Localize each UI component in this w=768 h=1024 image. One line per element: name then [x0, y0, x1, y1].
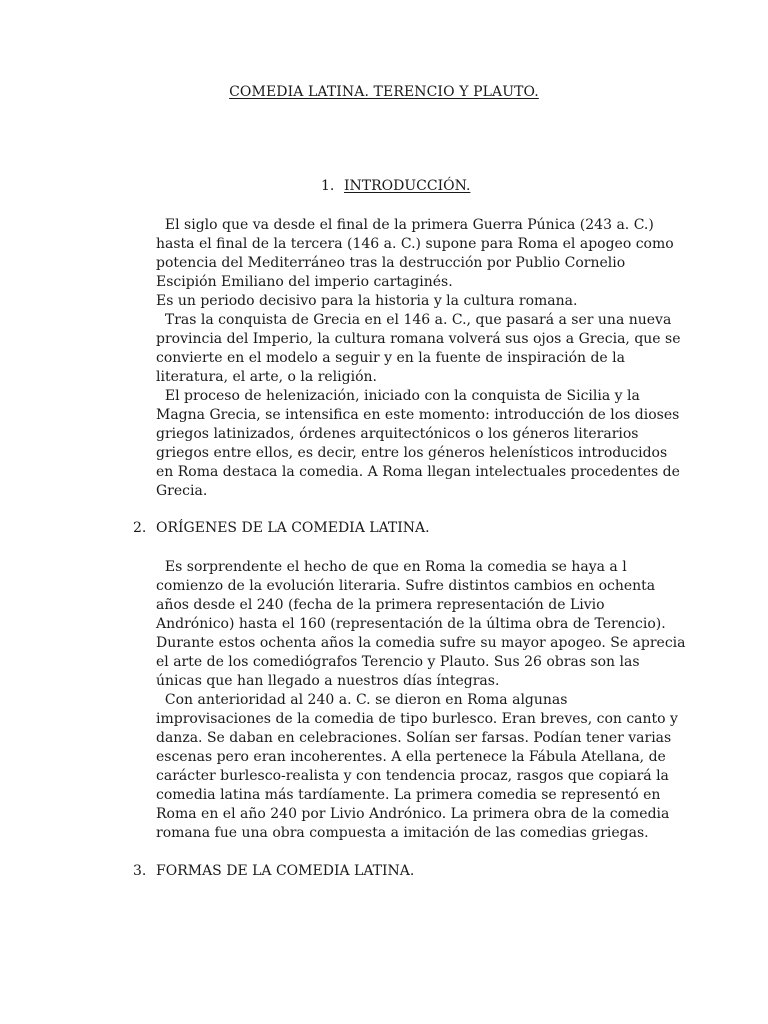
- text-line: carácter burlesco-realista y con tendencia procaz, rasgos que copiará la: [156, 768, 669, 784]
- section-number: 3.: [133, 863, 147, 879]
- text-line: provincia del Imperio, la cultura romana volverá sus ojos a Grecia, que se: [156, 331, 681, 347]
- text-line: Es sorprendente el hecho de que en Roma la comedia se haya a l: [156, 559, 627, 575]
- text-line: hasta el final de la tercera (146 a. C.) supone para Roma el apogeo como: [156, 236, 674, 252]
- text-line: comienzo de la evolución literaria. Sufre distintos cambios en ochenta: [156, 578, 656, 594]
- text-line: Magna Grecia, se intensifica en este momento: introducción de los dioses: [156, 407, 680, 423]
- text-line: griegos latinizados, órdenes arquitectónicos o los géneros literarios: [156, 426, 639, 442]
- text-line: comedia latina más tardíamente. La primera comedia se representó en: [156, 787, 661, 803]
- section-heading-text: FORMAS DE LA COMEDIA LATINA.: [156, 863, 415, 879]
- section-heading-origenes: [133, 520, 430, 536]
- text-line: convierte en el modelo a seguir y en la fuente de inspiración de la: [156, 350, 625, 366]
- document-title: COMEDIA LATINA. TERENCIO Y PLAUTO.: [229, 84, 539, 100]
- text-line: Con anterioridad al 240 a. C. se dieron en Roma algunas: [156, 692, 568, 708]
- text-line: literatura, el arte, o la religión.: [156, 369, 377, 385]
- section-number: 2.: [133, 520, 147, 536]
- section-heading-formas: [133, 863, 414, 879]
- text-line: El proceso de helenización, iniciado con la conquista de Sicilia y la: [156, 388, 640, 404]
- text-line: Roma en el año 240 por Livio Andrónico. La primera obra de la comedia: [156, 806, 670, 822]
- text-line: El siglo que va desde el final de la primera Guerra Púnica (243 a. C.): [156, 217, 654, 233]
- text-line: el arte de los comediógrafos Terencio y Plauto. Sus 26 obras son las: [156, 654, 640, 670]
- text-line: Es un periodo decisivo para la historia y la cultura romana.: [156, 293, 578, 309]
- text-line: escenas pero eran incoherentes. A ella pertenece la Fábula Atellana, de: [156, 749, 666, 765]
- section-heading-text: INTRODUCCIÓN.: [344, 178, 471, 194]
- text-line: romana fue una obra compuesta a imitación de las comedias griegas.: [156, 825, 649, 841]
- section-heading-text: ORÍGENES DE LA COMEDIA LATINA.: [156, 520, 430, 536]
- paragraph-introduccion: [156, 216, 681, 501]
- text-line: Grecia.: [156, 483, 208, 499]
- text-line: Durante estos ochenta años la comedia sufre su mayor apogeo. Se aprecia: [156, 635, 686, 651]
- text-line: potencia del Mediterráneo tras la destrucción por Publio Cornelio: [156, 255, 626, 271]
- text-line: en Roma destaca la comedia. A Roma llegan intelectuales procedentes de: [156, 464, 680, 480]
- section-heading-introduccion: [321, 178, 470, 194]
- text-line: improvisaciones de la comedia de tipo burlesco. Eran breves, con canto y: [156, 711, 678, 727]
- text-line: danza. Se daban en celebraciones. Solían ser farsas. Podían tener varias: [156, 730, 672, 746]
- text-line: Escipión Emiliano del imperio cartaginés.: [156, 274, 453, 290]
- text-line: griegos entre ellos, es decir, entre los géneros helenísticos introducidos: [156, 445, 668, 461]
- text-line: años desde el 240 (fecha de la primera representación de Livio: [156, 597, 605, 613]
- text-line: únicas que han llegado a nuestros días íntegras.: [156, 673, 500, 689]
- section-number: 1.: [321, 178, 335, 194]
- paragraph-origenes: [156, 558, 686, 843]
- text-line: Andrónico) hasta el 160 (representación de la última obra de Terencio).: [156, 616, 666, 632]
- text-line: Tras la conquista de Grecia en el 146 a. C., que pasará a ser una nueva: [156, 312, 672, 328]
